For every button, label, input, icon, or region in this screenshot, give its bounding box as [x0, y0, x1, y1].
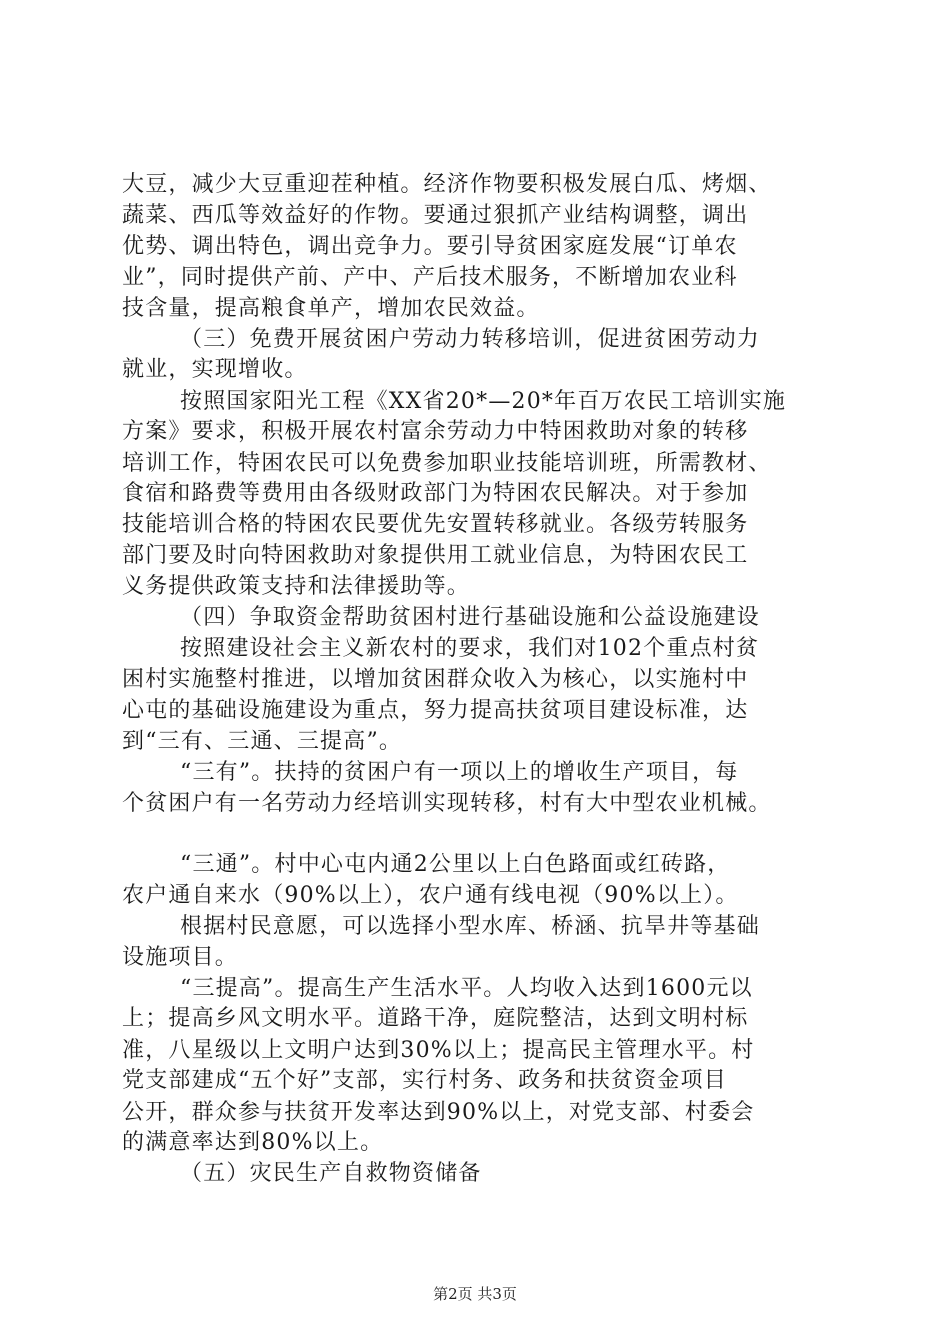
- text-line: 准，八星级以上文明户达到30%以上；提高民主管理水平。村: [122, 1038, 755, 1063]
- text-line: 设施项目。: [122, 945, 239, 970]
- paragraph-start: “三提高”。提高生产生活水平。人均收入达到1600元以: [180, 976, 753, 1001]
- text-line: 党支部建成“五个好”支部，实行村务、政务和扶贫资金项目: [122, 1068, 727, 1093]
- text-line: 个贫困户有一名劳动力经培训实现转移，村有大中型农业机械。: [122, 791, 772, 816]
- text-line: 蔬菜、西瓜等效益好的作物。要通过狠抓产业结构调整，调出: [122, 203, 749, 228]
- text-line: 心屯的基础设施建设为重点，努力提高扶贫项目建设标准，达: [122, 698, 749, 723]
- text-line: 到“三有、三通、三提高”。: [122, 729, 403, 754]
- section-heading: （五）灾民生产自救物资储备: [180, 1161, 482, 1186]
- page-footer: [0, 1284, 950, 1304]
- text-line: 优势、调出特色，调出竞争力。要引导贫困家庭发展“订单农: [122, 234, 738, 259]
- text-line: 技含量，提高粮食单产，增加农民效益。: [122, 296, 540, 321]
- text-line: 技能培训合格的特困农民要优先安置转移就业。各级劳转服务: [122, 512, 749, 537]
- paragraph-start: “三通”。村中心屯内通2公里以上白色路面或红砖路，: [180, 852, 731, 877]
- text-line: 义务提供政策支持和法律援助等。: [122, 574, 471, 599]
- text-line: 农户通自来水（90%以上），农户通有线电视（90%以上）。: [122, 883, 739, 908]
- section-heading: （四）争取资金帮助贫困村进行基础设施和公益设施建设: [180, 605, 761, 630]
- page-number-label: 第2页 共3页: [433, 1285, 517, 1303]
- section-heading: （三）免费开展贫困户劳动力转移培训，促进贫困劳动力: [180, 327, 761, 352]
- text-line: 上；提高乡风文明水平。道路干净，庭院整洁，达到文明村标: [122, 1006, 749, 1031]
- text-line: 部门要及时向特困救助对象提供用工就业信息，为特困农民工: [122, 543, 749, 568]
- text-line: 公开，群众参与扶贫开发率达到90%以上，对党支部、村委会: [122, 1100, 755, 1125]
- paragraph-start: 根据村民意愿，可以选择小型水库、桥涵、抗旱井等基础: [180, 914, 761, 939]
- paragraph-start: 按照建设社会主义新农村的要求，我们对102个重点村贫: [180, 636, 760, 661]
- text-line: 食宿和路费等费用由各级财政部门为特困农民解决。对于参加: [122, 481, 749, 506]
- text-line: 业”，同时提供产前、产中、产后技术服务，不断增加农业科: [122, 265, 738, 290]
- text-line: 大豆，减少大豆重迎茬种植。经济作物要积极发展白瓜、烤烟、: [122, 172, 772, 197]
- text-line: 困村实施整村推进，以增加贫困群众收入为核心，以实施村中: [122, 667, 749, 692]
- text-line: 方案》要求，积极开展农村富余劳动力中特困救助对象的转移: [122, 419, 749, 444]
- text-line: 培训工作，特困农民可以免费参加职业技能培训班，所需教材、: [122, 451, 772, 476]
- paragraph-start: “三有”。扶持的贫困户有一项以上的增收生产项目，每: [180, 760, 739, 785]
- paragraph-start: 按照国家阳光工程《XX省20*—20*年百万农民工培训实施: [180, 389, 787, 414]
- text-line: 就业，实现增收。: [122, 357, 308, 382]
- text-line: 的满意率达到80%以上。: [122, 1130, 384, 1155]
